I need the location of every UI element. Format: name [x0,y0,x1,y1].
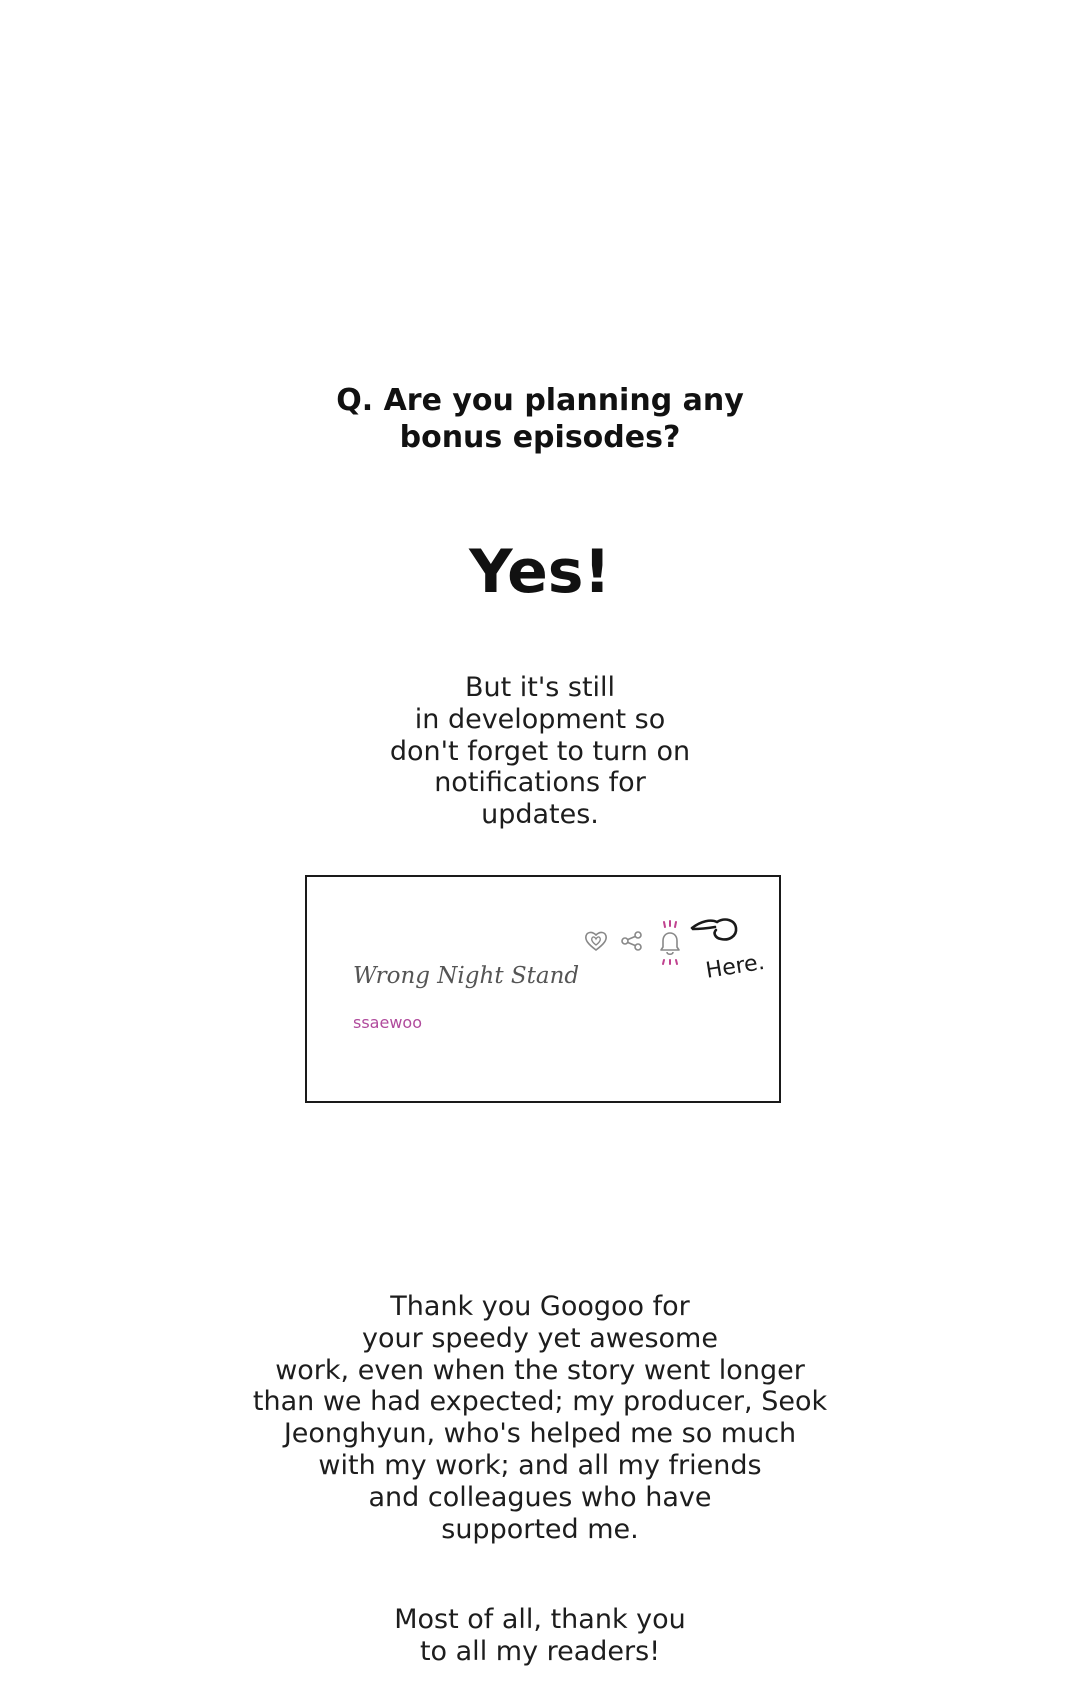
question-line: Q. Are you planning any [336,383,744,418]
development-note [0,672,1080,831]
thanks-paragraph [0,1291,1080,1545]
note-line: updates. [481,799,599,831]
closing-message [0,1604,1080,1668]
answer-heading: Yes! [469,537,611,607]
thanks-line: supported me. [441,1513,639,1545]
series-title: Wrong Night Stand [353,963,580,989]
here-label: Here. [704,949,767,984]
pointing-hand-icon [689,913,741,951]
closing-line: to all my readers! [419,1635,661,1667]
thanks-line: with my work; and all my friends [318,1449,762,1481]
heart-icon[interactable] [584,930,608,956]
bell-icon[interactable] [656,920,684,970]
thanks-line: work, even when the story went longer [275,1354,805,1386]
question-line: bonus episodes? [399,420,681,455]
thanks-line: your speedy yet awesome [362,1322,718,1354]
series-info-card [305,875,781,1103]
note-line: in development so [414,703,666,735]
thanks-line: and colleagues who have [368,1481,712,1513]
note-line: notifications for [434,767,646,799]
share-icon[interactable] [620,930,644,956]
thanks-line: than we had expected; my producer, Seok [252,1386,828,1418]
note-line: But it's still [464,672,616,703]
author-name: ssaewoo [353,1013,422,1032]
question-heading [0,382,1080,456]
thanks-line: Jeonghyun, who's helped me so much [283,1418,797,1450]
closing-line: Most of all, thank you [394,1604,686,1635]
note-line: don't forget to turn on [389,735,691,767]
thanks-line: Thank you Googoo for [390,1291,690,1322]
